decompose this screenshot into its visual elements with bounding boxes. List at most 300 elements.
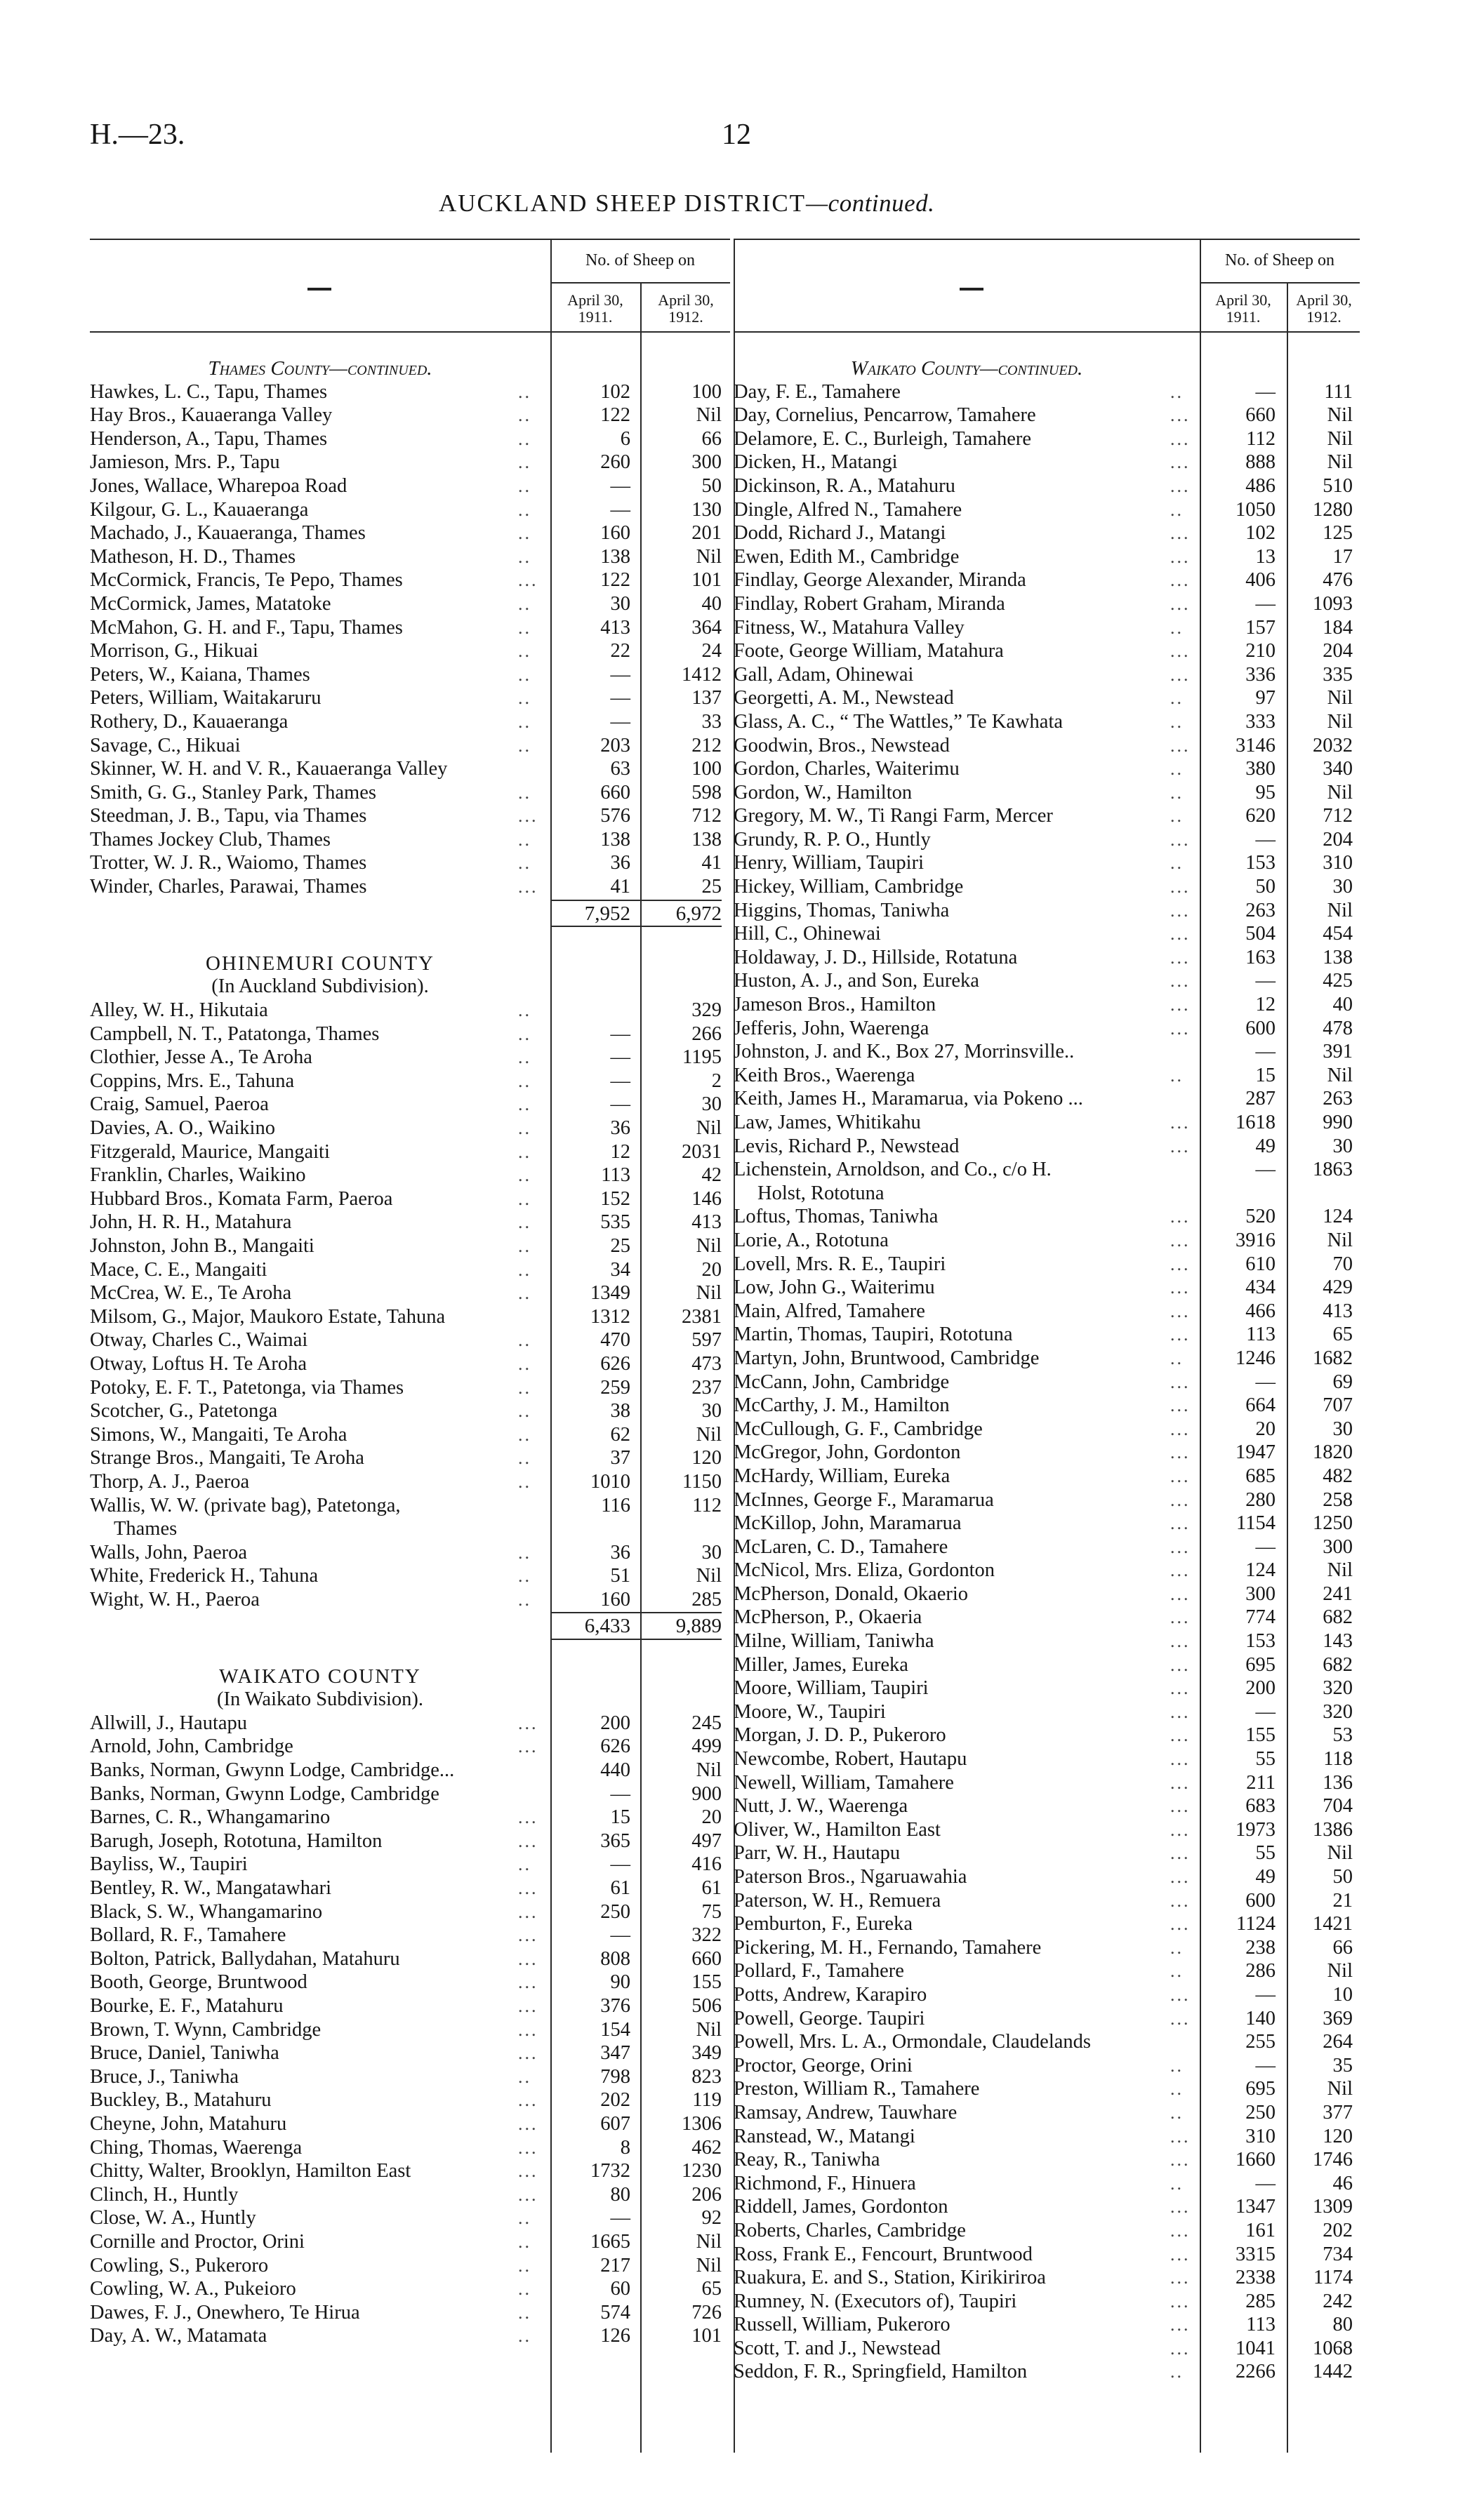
count-1912: 2032 bbox=[1313, 734, 1353, 756]
leader-dots: .. bbox=[1170, 1065, 1184, 1086]
leader-dots: .. bbox=[518, 1377, 531, 1398]
owner-name: Thames Jockey Club, Thames bbox=[90, 828, 331, 851]
leader-dots: ... bbox=[1170, 994, 1191, 1015]
count-1912: Nil bbox=[1327, 1960, 1353, 1982]
count-1912: Nil bbox=[696, 1234, 722, 1257]
owner-name: Cheyne, John, Matahuru bbox=[90, 2112, 287, 2135]
table-row bbox=[90, 498, 730, 522]
leader-dots: .. bbox=[1170, 2079, 1184, 2100]
table-row bbox=[90, 1234, 730, 1258]
count-1911: — bbox=[610, 474, 630, 497]
owner-name: Barugh, Joseph, Rototuna, Hamilton bbox=[90, 1829, 383, 1852]
table-row bbox=[734, 851, 1360, 875]
table-row bbox=[734, 451, 1360, 474]
section-heading bbox=[90, 1665, 730, 1688]
leader-dots: ... bbox=[1170, 1371, 1191, 1392]
leader-dots: .. bbox=[518, 428, 531, 449]
count-1911: 1349 bbox=[590, 1282, 630, 1305]
count-1912: 1230 bbox=[682, 2160, 722, 2182]
owner-name: Chitty, Walter, Brooklyn, Hamilton East bbox=[90, 2160, 411, 2182]
table-row bbox=[734, 1771, 1360, 1795]
table-row bbox=[90, 1994, 730, 2018]
owner-name: Dickinson, R. A., Matahuru bbox=[734, 474, 955, 497]
table-row bbox=[90, 734, 730, 758]
count-1912: 2381 bbox=[682, 1305, 722, 1328]
owner-name: Allwill, J., Hautapu bbox=[90, 1712, 248, 1734]
owner-name: Johnston, J. and K., Box 27, Morrinsville.. bbox=[734, 1041, 1075, 1063]
leader-dots: ... bbox=[518, 1948, 538, 1969]
count-1912: 206 bbox=[691, 2183, 722, 2206]
count-1912: Nil bbox=[696, 2254, 722, 2276]
leader-dots: ... bbox=[1170, 1607, 1191, 1628]
count-1911: 22 bbox=[610, 640, 630, 662]
count-1911: 6 bbox=[620, 427, 630, 450]
owner-name: Holst, Rototuna bbox=[757, 1182, 885, 1204]
table-row bbox=[90, 1900, 730, 1924]
owner-name: Low, John G., Waiterimu bbox=[734, 1276, 935, 1299]
owner-name: Day, A. W., Matamata bbox=[90, 2325, 267, 2347]
owner-name: Waikato County—continued. bbox=[850, 357, 1083, 380]
spacer-row bbox=[90, 928, 730, 952]
leader-dots: ... bbox=[1170, 1654, 1191, 1675]
leader-dots: .. bbox=[518, 475, 531, 496]
table-row bbox=[90, 639, 730, 663]
owner-name: Johnston, John B., Mangaiti bbox=[90, 1234, 314, 1257]
leader-dots: .. bbox=[518, 617, 531, 638]
count-1912: 212 bbox=[691, 734, 722, 756]
owner-name: Pickering, M. H., Fernando, Tamahere bbox=[734, 1936, 1042, 1959]
owner-name: Dodd, Richard J., Matangi bbox=[734, 522, 946, 545]
count-1912: 50 bbox=[1332, 1866, 1353, 1888]
leader-dots: .. bbox=[518, 523, 531, 544]
count-1911: 380 bbox=[1245, 758, 1276, 780]
count-1912: 66 bbox=[701, 427, 722, 450]
leader-dots: ... bbox=[1170, 735, 1191, 756]
count-1911: 160 bbox=[600, 1588, 630, 1611]
owner-name: Otway, Loftus H. Te Aroha bbox=[90, 1352, 307, 1375]
leader-dots: ... bbox=[518, 1901, 538, 1922]
owner-name: McLaren, C. D., Tamahere bbox=[734, 1535, 948, 1558]
table-row bbox=[734, 498, 1360, 522]
count-1911: 1312 bbox=[590, 1305, 630, 1328]
count-1911: 202 bbox=[600, 2089, 630, 2112]
owner-name: Powell, Mrs. L. A., Ormondale, Claudelands bbox=[734, 2031, 1091, 2053]
leader-dots: ... bbox=[1170, 1749, 1191, 1770]
leader-dots: ... bbox=[1170, 546, 1191, 567]
count-1911: 15 bbox=[1255, 1064, 1276, 1086]
leader-dots: .. bbox=[518, 711, 531, 732]
page-title bbox=[439, 189, 934, 218]
leader-dots: ... bbox=[1170, 2314, 1191, 2335]
owner-name: Hickey, William, Cambridge bbox=[734, 876, 964, 898]
leader-dots: .. bbox=[518, 1283, 531, 1304]
count-1911: — bbox=[610, 2207, 630, 2229]
owner-name: Campbell, N. T., Patatonga, Thames bbox=[90, 1022, 380, 1045]
owner-name: Steedman, J. B., Tapu, via Thames bbox=[90, 805, 367, 827]
leader-dots: ... bbox=[1170, 1772, 1191, 1793]
owner-name: Milne, William, Taniwha bbox=[734, 1630, 934, 1653]
count-1911: — bbox=[610, 1046, 630, 1069]
count-1911: 116 bbox=[601, 1494, 630, 1516]
right-table bbox=[734, 239, 1360, 2453]
table-row bbox=[90, 1924, 730, 1947]
count-1911: 808 bbox=[600, 1947, 630, 1970]
owner-name: Parr, W. H., Hautapu bbox=[734, 1842, 901, 1865]
table-row bbox=[90, 1759, 730, 1782]
owner-name: Fitzgerald, Maurice, Mangaiti bbox=[90, 1140, 330, 1163]
owner-name: Winder, Charles, Parawai, Thames bbox=[90, 876, 367, 898]
count-1911: 61 bbox=[610, 1877, 630, 1899]
leader-dots: ... bbox=[518, 2090, 538, 2111]
owner-name: Gordon, Charles, Waiterimu bbox=[734, 758, 960, 780]
leader-dots: ... bbox=[1170, 475, 1191, 496]
count-1912: 391 bbox=[1323, 1041, 1353, 1063]
count-1912: 125 bbox=[1323, 522, 1353, 545]
table-row bbox=[90, 616, 730, 640]
count-1912: Nil bbox=[1327, 781, 1353, 804]
count-1911: 774 bbox=[1245, 1606, 1276, 1629]
count-1911: 36 bbox=[610, 852, 630, 874]
table-row bbox=[734, 899, 1360, 923]
owner-name: Alley, W. H., Hikutaia bbox=[90, 999, 268, 1022]
count-1912: 25 bbox=[701, 876, 722, 898]
count-1912: Nil bbox=[696, 1565, 722, 1587]
table-row bbox=[734, 1371, 1360, 1394]
count-1911: 620 bbox=[1245, 805, 1276, 827]
leader-dots: .. bbox=[518, 1401, 531, 1422]
leader-dots: .. bbox=[518, 1448, 531, 1469]
owner-name: Proctor, George, Orini bbox=[734, 2054, 913, 2076]
table-row bbox=[734, 1724, 1360, 1747]
count-1912: 184 bbox=[1323, 616, 1353, 639]
table-row bbox=[90, 2206, 730, 2230]
count-1912: 100 bbox=[691, 380, 722, 403]
owner-name: Bentley, R. W., Mangatawhari bbox=[90, 1877, 332, 1899]
owner-name: Brown, T. Wynn, Cambridge bbox=[90, 2018, 322, 2041]
owner-name: Banks, Norman, Gwynn Lodge, Cambridge bbox=[90, 1782, 439, 1805]
owner-name: Arnold, John, Cambridge bbox=[90, 1735, 293, 1758]
count-1911: 1947 bbox=[1235, 1441, 1276, 1464]
leader-dots: .. bbox=[518, 1212, 531, 1233]
count-1911: — bbox=[610, 1853, 630, 1876]
count-1912: 237 bbox=[691, 1376, 722, 1399]
right-rows bbox=[734, 356, 1360, 2384]
table-row bbox=[734, 663, 1360, 687]
table-row bbox=[734, 2148, 1360, 2172]
owner-name: Scott, T. and J., Newstead bbox=[734, 2337, 941, 2359]
table-row bbox=[90, 2254, 730, 2278]
table-row bbox=[734, 875, 1360, 899]
leader-dots: .. bbox=[518, 1000, 531, 1021]
leader-dots: .. bbox=[1170, 1937, 1184, 1958]
owner-name: John, H. R. H., Matahura bbox=[90, 1211, 292, 1234]
count-1911: 520 bbox=[1245, 1206, 1276, 1228]
table-row bbox=[734, 1700, 1360, 1724]
leader-dots: ... bbox=[1170, 2126, 1191, 2147]
leader-dots: ... bbox=[1170, 1890, 1191, 1911]
count-1911: 285 bbox=[1245, 2290, 1276, 2312]
table-row bbox=[734, 1323, 1360, 1347]
count-1912: Nil bbox=[1327, 1559, 1353, 1582]
count-1911: 695 bbox=[1245, 1653, 1276, 1676]
leader-dots: ... bbox=[1170, 1253, 1191, 1274]
table-row bbox=[90, 592, 730, 616]
owner-name: Levis, Richard P., Newstead bbox=[734, 1135, 960, 1157]
owner-name: Main, Alfred, Tamahere bbox=[734, 1300, 925, 1322]
count-1911: 626 bbox=[600, 1735, 630, 1758]
count-1912: 322 bbox=[691, 1924, 722, 1947]
owner-name: Foote, George William, Matahura bbox=[734, 640, 1004, 662]
count-1911: 112 bbox=[1246, 427, 1276, 450]
count-1912: 201 bbox=[691, 522, 722, 545]
leader-dots: ... bbox=[1170, 1229, 1191, 1251]
count-1912: 40 bbox=[701, 592, 722, 615]
table-row bbox=[90, 1281, 730, 1305]
count-1911: 347 bbox=[600, 2042, 630, 2065]
leader-dots: .. bbox=[518, 1188, 531, 1209]
page-number: 12 bbox=[722, 119, 751, 151]
owner-name: Potts, Andrew, Karapiro bbox=[734, 1983, 927, 2006]
owner-name: Coppins, Mrs. E., Tahuna bbox=[90, 1069, 295, 1092]
count-1911: 660 bbox=[1245, 404, 1276, 427]
owner-name: Richmond, F., Hinuera bbox=[734, 2172, 916, 2194]
count-1911: 12 bbox=[1255, 994, 1276, 1016]
count-1911: 90 bbox=[610, 1971, 630, 1994]
count-1912: 50 bbox=[701, 474, 722, 497]
owner-name: Gregory, M. W., Ti Rangi Farm, Mercer bbox=[734, 805, 1053, 827]
count-1911: 157 bbox=[1245, 616, 1276, 639]
table-row bbox=[90, 1564, 730, 1588]
count-1911: 20 bbox=[1255, 1418, 1276, 1440]
count-1911: 51 bbox=[610, 1565, 630, 1587]
count-1912: 20 bbox=[701, 1258, 722, 1281]
count-1911: 1347 bbox=[1235, 2196, 1276, 2218]
table-row bbox=[90, 2159, 730, 2183]
owner-name: Clothier, Jesse A., Te Aroha bbox=[90, 1046, 312, 1069]
table-row bbox=[90, 474, 730, 498]
table-row bbox=[90, 2136, 730, 2160]
leader-dots: ... bbox=[1170, 2267, 1191, 2288]
leader-dots: .. bbox=[518, 853, 531, 874]
count-1911: — bbox=[1255, 2054, 1276, 2076]
owner-name: Powell, George. Taupiri bbox=[734, 2007, 925, 2029]
count-1911: 34 bbox=[610, 1258, 630, 1281]
leader-dots: .. bbox=[518, 1141, 531, 1162]
owner-name: Close, W. A., Huntly bbox=[90, 2207, 256, 2229]
leader-dots: .. bbox=[518, 405, 531, 426]
count-1912: 30 bbox=[1332, 876, 1353, 898]
leader-dots: ... bbox=[518, 876, 538, 898]
count-1911: 3916 bbox=[1235, 1229, 1276, 1251]
count-1912: 120 bbox=[691, 1447, 722, 1469]
count-1911: 1154 bbox=[1236, 1512, 1276, 1535]
count-1912: Nil bbox=[1327, 687, 1353, 709]
count-1912: 118 bbox=[1323, 1748, 1353, 1771]
count-1912: Nil bbox=[696, 1282, 722, 1305]
count-1911: 2338 bbox=[1235, 2267, 1276, 2289]
owner-name: Franklin, Charles, Waikino bbox=[90, 1164, 306, 1187]
date-header-year: 1911. bbox=[578, 308, 613, 326]
count-1912: 100 bbox=[691, 758, 722, 780]
leader-dots: ... bbox=[518, 2113, 538, 2134]
owner-name: Savage, C., Hikuai bbox=[90, 734, 241, 756]
leader-dots: ... bbox=[1170, 924, 1191, 945]
table-row bbox=[90, 663, 730, 687]
table-row bbox=[734, 1889, 1360, 1913]
count-1912: Nil bbox=[696, 404, 722, 427]
date-header-line: April 30, bbox=[1296, 291, 1352, 309]
owner-name: Paterson Bros., Ngaruawahia bbox=[734, 1866, 967, 1888]
leader-dots: .. bbox=[1170, 1347, 1184, 1368]
count-1911: 1618 bbox=[1235, 1112, 1276, 1133]
count-1912: 369 bbox=[1323, 2007, 1353, 2029]
leader-dots: ... bbox=[1170, 1300, 1191, 1321]
count-1912: Nil bbox=[1327, 1229, 1353, 1251]
owner-name: McCrea, W. E., Te Aroha bbox=[90, 1282, 292, 1305]
leader-dots: ... bbox=[1170, 2196, 1191, 2218]
count-1911: 280 bbox=[1245, 1488, 1276, 1511]
count-1911: 238 bbox=[1245, 1936, 1276, 1959]
owner-name: McMahon, G. H. and F., Tapu, Thames bbox=[90, 616, 403, 639]
count-1912: 1746 bbox=[1313, 2149, 1353, 2171]
owner-name: Dawes, F. J., Onewhero, Te Hirua bbox=[90, 2301, 360, 2324]
count-1912: 21 bbox=[1332, 1889, 1353, 1912]
table-row bbox=[734, 1653, 1360, 1677]
count-1912: 506 bbox=[691, 1994, 722, 2017]
leader-dots: ... bbox=[1170, 1560, 1191, 1581]
owner-name: Moore, William, Taupiri bbox=[734, 1677, 929, 1700]
leader-dots: ... bbox=[1170, 1819, 1191, 1840]
count-1912: 990 bbox=[1323, 1112, 1353, 1133]
owner-name: Cornille and Proctor, Orini bbox=[90, 2230, 305, 2253]
leader-dots: .. bbox=[1170, 711, 1184, 732]
date-header-1912 bbox=[1288, 292, 1360, 326]
count-1911: 140 bbox=[1245, 2007, 1276, 2029]
owner-name: Rothery, D., Kauaeranga bbox=[90, 710, 289, 733]
table-row bbox=[734, 427, 1360, 451]
table-row bbox=[734, 1676, 1360, 1700]
leader-dots: ... bbox=[1170, 523, 1191, 544]
count-1911: 153 bbox=[1245, 1630, 1276, 1653]
owner-name: Otway, Charles C., Waimai bbox=[90, 1329, 308, 1352]
owner-name: Smith, G. G., Stanley Park, Thames bbox=[90, 781, 376, 804]
owner-name: Pollard, F., Tamahere bbox=[734, 1960, 904, 1982]
document-reference: H.—23. bbox=[90, 119, 185, 151]
count-1912: 1442 bbox=[1313, 2361, 1353, 2383]
count-1911: 138 bbox=[600, 828, 630, 851]
leader-dots: .. bbox=[518, 1471, 531, 1492]
table-row bbox=[734, 2219, 1360, 2243]
count-1911: 25 bbox=[610, 1234, 630, 1257]
table-row bbox=[734, 1300, 1360, 1324]
count-1911: 37 bbox=[610, 1447, 630, 1469]
count-1912: 30 bbox=[1332, 1418, 1353, 1440]
count-1912: 682 bbox=[1323, 1606, 1353, 1629]
table-row bbox=[734, 404, 1360, 427]
count-1911: 102 bbox=[1245, 522, 1276, 545]
count-1911: 36 bbox=[610, 1117, 630, 1139]
count-1911: 210 bbox=[1245, 640, 1276, 662]
table-row bbox=[90, 568, 730, 592]
owner-name: Henry, William, Taupiri bbox=[734, 852, 924, 874]
count-1911: 62 bbox=[610, 1423, 630, 1446]
count-1911: 574 bbox=[600, 2301, 630, 2324]
count-1912: 429 bbox=[1323, 1276, 1353, 1299]
count-1912: 75 bbox=[701, 1900, 722, 1923]
count-1911: 664 bbox=[1245, 1394, 1276, 1417]
table-row bbox=[90, 1093, 730, 1116]
count-1911: 38 bbox=[610, 1400, 630, 1422]
table-row bbox=[734, 1040, 1360, 1064]
owner-name: Roberts, Charles, Cambridge bbox=[734, 2219, 966, 2241]
count-1912: 17 bbox=[1332, 545, 1353, 568]
leader-dots: .. bbox=[1170, 782, 1184, 803]
count-1912: 900 bbox=[691, 1782, 722, 1805]
count-1911: 55 bbox=[1255, 1748, 1276, 1771]
table-row bbox=[90, 1305, 730, 1329]
count-1911: 255 bbox=[1245, 2031, 1276, 2053]
leader-dots: .. bbox=[518, 1424, 531, 1445]
table-row bbox=[734, 710, 1360, 734]
leader-dots: .. bbox=[518, 2279, 531, 2300]
leader-dots: ... bbox=[1170, 428, 1191, 449]
count-1911: 200 bbox=[600, 1712, 630, 1734]
table-row bbox=[90, 521, 730, 545]
count-1912: 300 bbox=[691, 451, 722, 474]
owner-name: Newell, William, Tamahere bbox=[734, 1771, 954, 1794]
leader-dots: ... bbox=[1170, 1678, 1191, 1699]
count-1911: 154 bbox=[600, 2018, 630, 2041]
count-1912: 1820 bbox=[1313, 1441, 1353, 1464]
owner-name: Paterson, W. H., Remuera bbox=[734, 1889, 941, 1912]
table-row bbox=[90, 686, 730, 710]
count-1911: — bbox=[1255, 1371, 1276, 1393]
leader-dots: .. bbox=[518, 1589, 531, 1610]
table-row bbox=[734, 1276, 1360, 1300]
leader-dots: .. bbox=[518, 546, 531, 567]
owner-name: Findlay, George Alexander, Miranda bbox=[734, 569, 1026, 592]
date-header-line: April 30, bbox=[567, 291, 623, 309]
count-1911: — bbox=[610, 687, 630, 709]
count-1912: 138 bbox=[1323, 946, 1353, 968]
owner-name: Pemburton, F., Eureka bbox=[734, 1913, 913, 1935]
table-row bbox=[734, 1747, 1360, 1771]
count-1912: 143 bbox=[1323, 1630, 1353, 1653]
leader-dots: .. bbox=[1170, 2102, 1184, 2123]
table-row bbox=[90, 2041, 730, 2065]
leader-dots: .. bbox=[518, 1542, 531, 1563]
count-1912: 712 bbox=[1323, 805, 1353, 827]
owner-name: Findlay, Robert Graham, Miranda bbox=[734, 592, 1005, 615]
leader-dots: ... bbox=[518, 806, 538, 827]
table-row bbox=[734, 1488, 1360, 1512]
count-1912: 285 bbox=[691, 1588, 722, 1611]
count-1911: 250 bbox=[600, 1900, 630, 1923]
leader-dots: ... bbox=[518, 1807, 538, 1828]
table-row bbox=[734, 2337, 1360, 2361]
count-1911: 50 bbox=[1255, 876, 1276, 898]
owner-name: Delamore, E. C., Burleigh, Tamahere bbox=[734, 427, 1032, 450]
owner-name: Fitness, W., Matahura Valley bbox=[734, 616, 965, 639]
owner-name: Thorp, A. J., Paeroa bbox=[90, 1470, 250, 1493]
table-row bbox=[734, 2360, 1360, 2384]
owner-name: Ruakura, E. and S., Station, Kirikiriroa bbox=[734, 2267, 1046, 2289]
leader-dots: ... bbox=[518, 1712, 538, 1733]
table-row bbox=[734, 686, 1360, 710]
table-row bbox=[734, 1347, 1360, 1371]
leader-dots: ... bbox=[518, 2137, 538, 2158]
leader-dots: ... bbox=[1170, 1395, 1191, 1416]
